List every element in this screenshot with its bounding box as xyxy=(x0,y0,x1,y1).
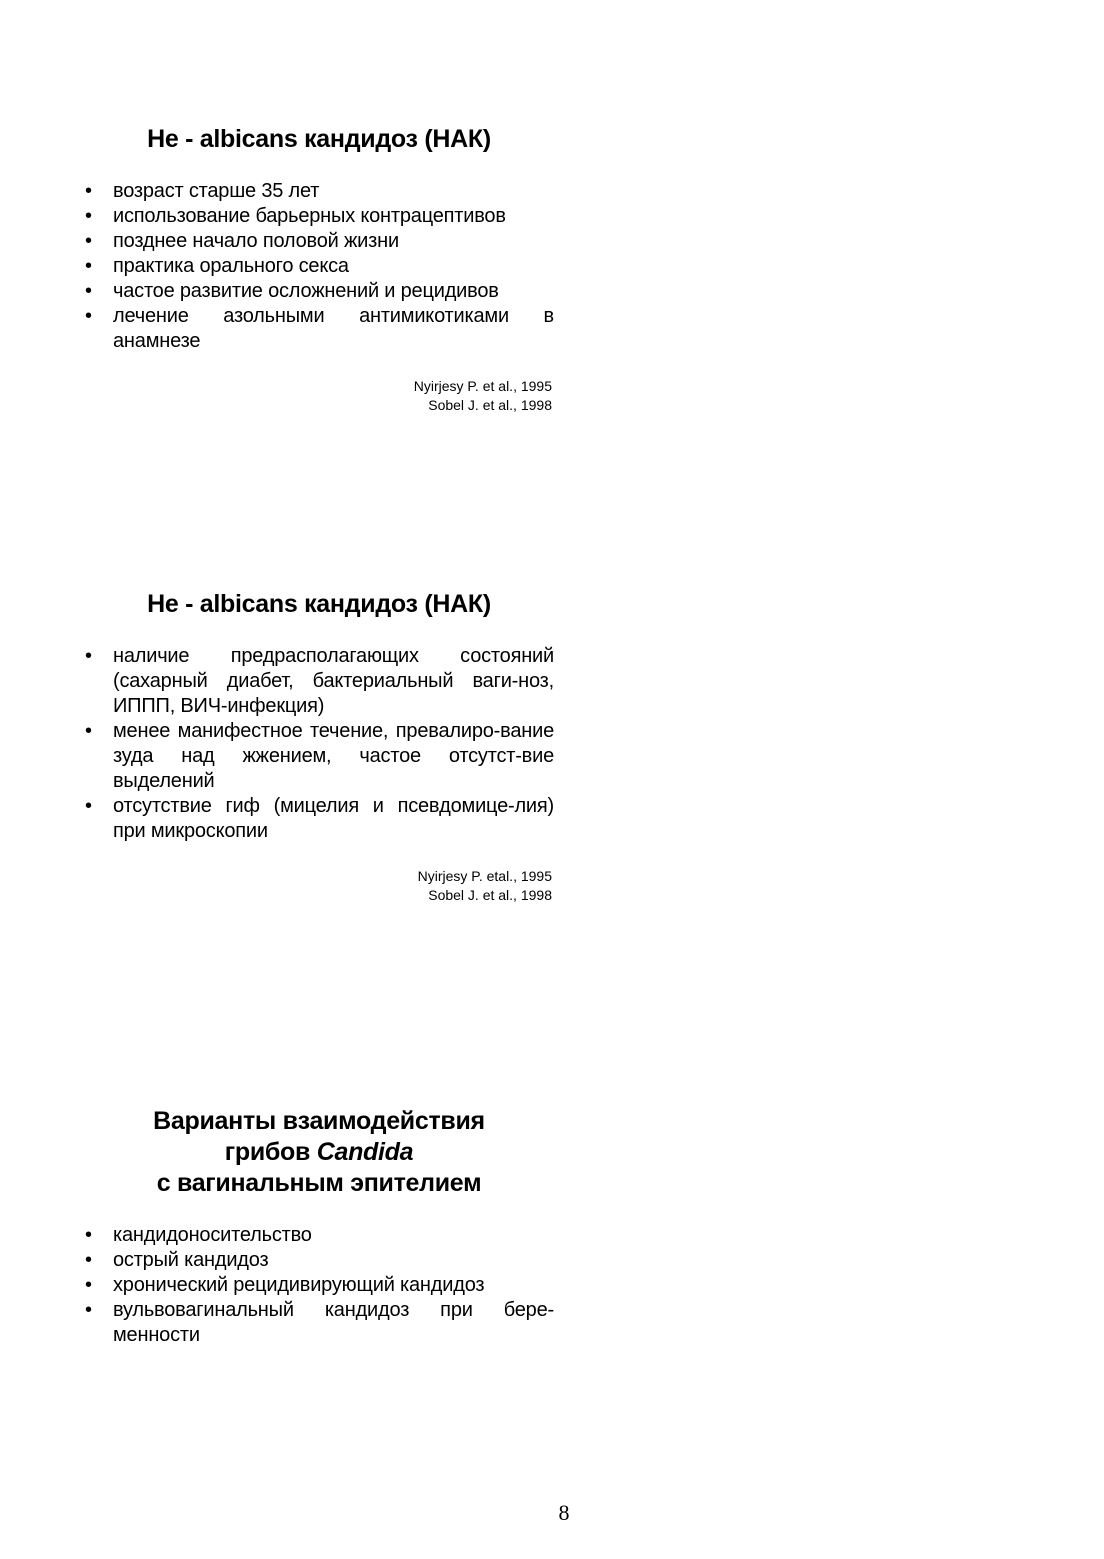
list-item-text: практика орального секса xyxy=(113,255,349,277)
section-title-line: Варианты взаимодействия xyxy=(153,1107,485,1135)
section-title: Не - albicans кандидоз (НАК) xyxy=(147,125,491,153)
bullet-list xyxy=(84,644,554,844)
bullet-list xyxy=(84,1223,554,1348)
list-item-text: острый кандидоз xyxy=(113,1249,269,1271)
bullet-icon: • xyxy=(85,205,92,227)
section-title-line: с вагинальным эпителием xyxy=(156,1169,482,1197)
section-non-albicans-risk-factors xyxy=(84,124,554,415)
bullet-icon: • xyxy=(85,720,92,742)
list-item xyxy=(84,794,554,844)
page-number: 8 xyxy=(558,1500,570,1525)
list-item xyxy=(84,204,554,229)
bullet-icon: • xyxy=(85,280,92,302)
list-item xyxy=(84,1248,554,1273)
references xyxy=(84,377,554,415)
list-item xyxy=(84,254,554,279)
list-item-text: хронический рецидивирующий кандидоз xyxy=(113,1274,485,1296)
section-title-line xyxy=(84,1137,554,1168)
list-item xyxy=(84,304,554,354)
list-item-text: частое развитие осложнений и рецидивов xyxy=(113,280,499,302)
reference-line: Sobel J. et al., 1998 xyxy=(428,397,552,413)
bullet-icon: • xyxy=(85,1224,92,1246)
list-item xyxy=(84,1223,554,1248)
list-item xyxy=(84,1273,554,1298)
bullet-icon: • xyxy=(85,230,92,252)
list-item-text: вульвовагинальный кандидоз при бере-менности xyxy=(113,1299,554,1346)
list-item xyxy=(84,1298,554,1348)
bullet-icon: • xyxy=(85,255,92,277)
reference-line: Nyirjesy P. etal., 1995 xyxy=(417,868,552,884)
section-title: Не - albicans кандидоз (НАК) xyxy=(147,590,491,618)
bullet-icon: • xyxy=(85,645,92,667)
bullet-list xyxy=(84,179,554,354)
reference-line: Sobel J. et al., 1998 xyxy=(428,887,552,903)
list-item xyxy=(84,279,554,304)
bullet-icon: • xyxy=(85,305,92,327)
list-item-text: наличие предрасполагающих состояний (сахарный диабет, бактериальный ваги-ноз, ИППП, ВИЧ-инфекция) xyxy=(113,645,554,717)
list-item xyxy=(84,179,554,204)
bullet-icon: • xyxy=(85,1299,92,1321)
list-item-text: позднее начало половой жизни xyxy=(113,230,399,252)
bullet-icon: • xyxy=(85,1249,92,1271)
references xyxy=(84,867,554,905)
section-non-albicans-clinical-features xyxy=(84,589,554,905)
list-item-text: использование барьерных контрацептивов xyxy=(113,205,506,227)
list-item-text: отсутствие гиф (мицелия и псевдомице-лия) при микроскопии xyxy=(113,795,554,842)
section-candida-interaction-variants xyxy=(84,1106,554,1348)
list-item xyxy=(84,644,554,719)
section-title xyxy=(84,1106,554,1199)
list-item xyxy=(84,719,554,794)
bullet-icon: • xyxy=(85,795,92,817)
list-item-text: менее манифестное течение, превалиро-вание зуда над жжением, частое отсутст-вие выделений xyxy=(113,720,554,792)
bullet-icon: • xyxy=(85,180,92,202)
list-item-text: лечение азольными антимикотиками в анамнезе xyxy=(113,305,554,352)
list-item-text: кандидоносительство xyxy=(113,1224,312,1246)
list-item xyxy=(84,229,554,254)
section-title-italic: Candida xyxy=(316,1138,414,1166)
section-title-prefix: грибов xyxy=(224,1138,317,1166)
reference-line: Nyirjesy P. et al., 1995 xyxy=(413,378,552,394)
list-item-text: возраст старше 35 лет xyxy=(113,180,320,202)
bullet-icon: • xyxy=(85,1274,92,1296)
